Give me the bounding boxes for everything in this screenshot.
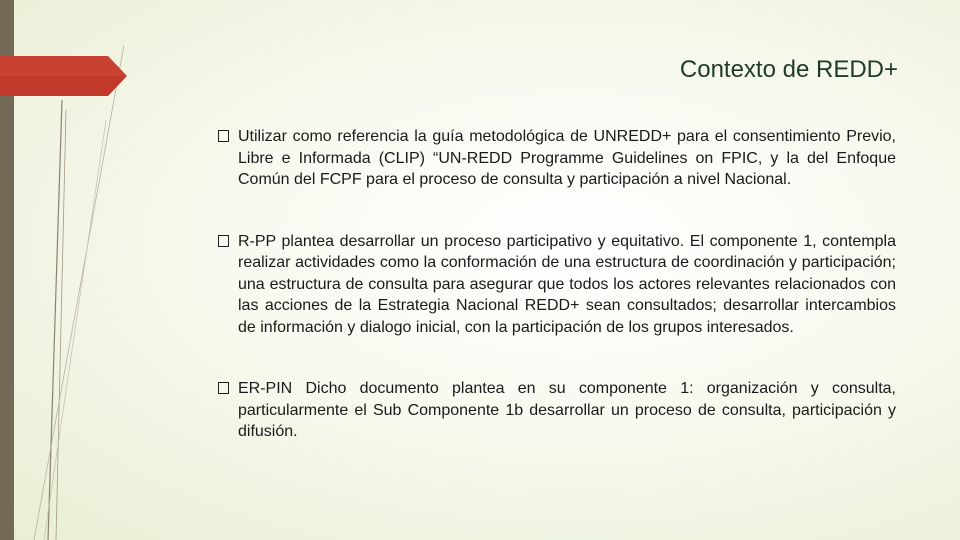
slide-title: Contexto de REDD+ [679,56,898,83]
bullet-text: ER-PIN Dicho documento plantea en su componente 1: organización y consulta, particularmente el Sub Componente 1b desarrollar un proceso de consulta, participación y difusión. [238,380,896,440]
bullet-item-rpp [216,231,896,339]
checkbox-bullet-icon [218,130,229,142]
bullet-item-clip [216,126,896,191]
bullet-item-erpin [216,378,896,443]
checkbox-bullet-icon [218,382,229,394]
accent-arrow-tab [0,56,127,96]
bullet-list [216,126,896,443]
bullet-text: Utilizar como referencia la guía metodológica de UNREDD+ para el consentimiento Previo, Libre e Informada (CLIP) “UN-REDD Programme Guidelines on FPIC, y la del Enfoque Común del FCPF para el proceso de consulta y participación a nivel Nacional. [238,128,896,188]
bullet-text: R-PP plantea desarrollar un proceso participativo y equitativo. El componente 1, contempla realizar actividades como la conformación de una estructura de coordinación y participación; una estructura de consulta para asegurar que todos los actores relevantes relacionados con las acciones de la Estrategia Nacional REDD+ sean consultados; desarrollar intercambios de información y dialogo inicial, con la participación de los grupos interesados. [238,232,896,336]
checkbox-bullet-icon [218,235,229,247]
